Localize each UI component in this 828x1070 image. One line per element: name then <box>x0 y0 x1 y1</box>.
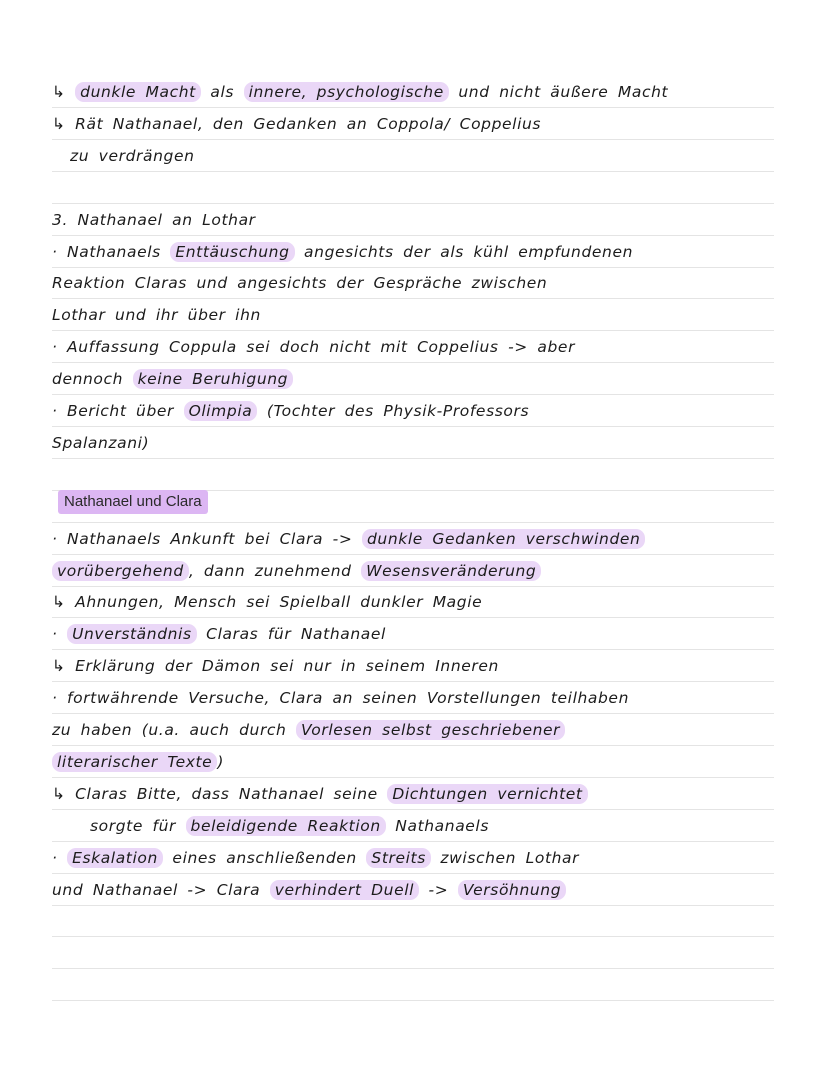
note-text: · Auffassung Coppula sei doch nicht mit Coppelius -> aber <box>52 338 576 356</box>
note-line <box>52 718 812 748</box>
note-text: zu verdrängen <box>70 147 195 165</box>
note-line <box>52 208 812 238</box>
note-text: zu haben (u.a. auch durch <box>52 721 296 739</box>
note-line <box>52 782 812 812</box>
highlighted-text: Versöhnung <box>458 880 566 900</box>
note-text: , dann zunehmend <box>188 562 362 580</box>
highlighted-text: Vorlesen selbst geschriebener <box>296 720 565 740</box>
note-line <box>90 814 828 844</box>
note-text: sorgte für <box>90 817 186 835</box>
note-text: · Nathanaels Ankunft bei Clara -> <box>52 530 362 548</box>
note-text: und nicht äußere Macht <box>448 83 669 101</box>
note-line <box>52 399 812 429</box>
note-text: ↳ Claras Bitte, dass Nathanael seine <box>52 785 388 803</box>
highlighted-text: Dichtungen vernichtet <box>387 784 587 804</box>
highlighted-text: Olimpia <box>184 401 258 421</box>
note-text: Nathanaels <box>385 817 490 835</box>
note-text: dennoch <box>52 370 133 388</box>
note-text: · <box>52 625 68 643</box>
note-line <box>52 846 812 876</box>
note-line <box>70 144 828 174</box>
note-line <box>52 112 812 142</box>
highlighted-text: dunkle Macht <box>75 82 201 102</box>
note-line <box>52 463 812 493</box>
note-line <box>52 367 812 397</box>
note-text: · fortwährende Versuche, Clara an seinen Vorstellungen teilhaben <box>52 689 629 707</box>
highlighted-text: literarischer Texte <box>52 752 217 772</box>
note-line <box>52 335 812 365</box>
note-text: und Nathanael -> Clara <box>52 881 270 899</box>
note-line <box>52 240 812 270</box>
note-text: ↳ <box>52 83 76 101</box>
highlighted-text: beleidigende Reaktion <box>186 816 386 836</box>
ruled-line <box>52 936 774 937</box>
note-text: ↳ Rät Nathanael, den Gedanken an Coppola/ Coppelius <box>52 115 542 133</box>
highlighted-text: verhindert Duell <box>270 880 419 900</box>
highlighted-text: dunkle Gedanken verschwinden <box>362 529 646 549</box>
note-text: Spalanzani) <box>52 434 150 452</box>
note-text: Reaktion Claras und angesichts der Gespräche zwischen <box>52 274 548 292</box>
highlighted-text: Streits <box>366 848 430 868</box>
note-text: -> <box>419 881 458 899</box>
note-line <box>52 654 812 684</box>
note-text: ) <box>217 753 224 771</box>
ruled-line <box>52 968 774 969</box>
note-text: eines anschließenden <box>162 849 367 867</box>
note-line <box>52 80 812 110</box>
note-line <box>52 750 812 780</box>
note-line <box>52 590 812 620</box>
highlighted-text: Unverständnis <box>67 624 197 644</box>
note-text: 3. Nathanael an Lothar <box>52 211 256 229</box>
note-line <box>52 271 812 301</box>
highlighted-text: Wesensveränderung <box>361 561 541 581</box>
note-line <box>52 527 812 557</box>
note-text: · Nathanaels <box>52 243 171 261</box>
note-line <box>52 622 812 652</box>
highlighted-text: innere, psychologische <box>244 82 449 102</box>
highlighted-text: keine Beruhigung <box>133 369 294 389</box>
note-text: ↳ Ahnungen, Mensch sei Spielball dunkler Magie <box>52 593 483 611</box>
note-line <box>52 878 812 908</box>
ruled-line <box>52 1000 774 1001</box>
note-text: · Bericht über <box>52 402 184 420</box>
note-line <box>52 303 812 333</box>
note-text: ↳ Erklärung der Dämon sei nur in seinem Inneren <box>52 657 499 675</box>
note-text: Claras für Nathanael <box>196 625 386 643</box>
note-text: als <box>200 83 244 101</box>
section-heading: Nathanael und Clara <box>58 490 208 514</box>
note-line <box>52 686 812 716</box>
highlighted-text: vorübergehend <box>52 561 189 581</box>
note-text: zwischen Lothar <box>430 849 580 867</box>
note-text: Lothar und ihr über ihn <box>52 306 261 324</box>
note-text: angesichts der als kühl empfundenen <box>294 243 634 261</box>
note-line <box>52 431 812 461</box>
note-text: (Tochter des Physik-Professors <box>257 402 530 420</box>
highlighted-text: Enttäuschung <box>170 242 294 262</box>
note-text: · <box>52 849 68 867</box>
note-line <box>52 176 812 206</box>
note-line <box>52 559 812 589</box>
highlighted-text: Eskalation <box>67 848 163 868</box>
